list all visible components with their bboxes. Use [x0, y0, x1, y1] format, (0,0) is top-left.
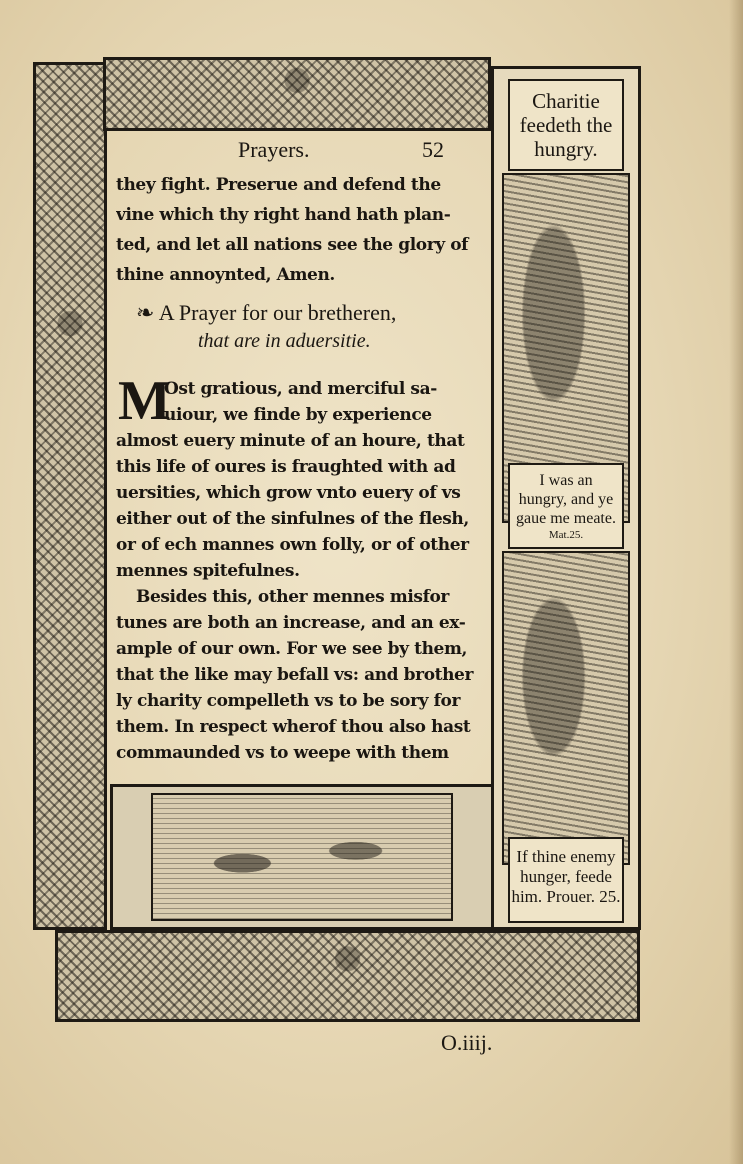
text-line: uiour, we finde by experience	[164, 405, 432, 425]
prayer-subheading: that are in aduersitie.	[198, 330, 371, 352]
running-title: Prayers.	[238, 137, 310, 162]
text-line: vine which thy right hand hath plan-	[116, 205, 451, 225]
text-line: either out of the sinfulnes of the flesh,	[116, 509, 469, 529]
caption-gave-meat: I was an hungry, and ye gaue me meate. Mat.25.	[508, 463, 624, 549]
woodcut-serving-food	[502, 551, 630, 865]
text-line: mennes spitefulnes.	[116, 561, 300, 581]
top-ornamental-border	[103, 57, 491, 131]
running-header	[112, 137, 488, 171]
feeding-scene-illustration	[151, 793, 453, 921]
fleuron-icon: ❧	[136, 300, 159, 325]
signature-mark: O.iiij.	[441, 1030, 493, 1055]
text-line: uersities, which grow vnto euery of vs	[116, 483, 461, 503]
text-line: ted, and let all nations see the glory of	[116, 235, 469, 255]
text-line: ample of our own. For we see by them,	[116, 639, 468, 659]
main-text-block	[112, 133, 488, 783]
prayer-heading: ❧ A Prayer for our bretheren,	[136, 300, 397, 325]
right-sidebar	[491, 66, 641, 930]
text-line: this life of oures is fraughted with ad	[116, 457, 456, 477]
text-line: thine annoynted, Amen.	[116, 265, 335, 285]
page-number: 52	[422, 137, 444, 162]
text-line: Ost gratious, and merciful sa-	[164, 379, 437, 399]
page-edge-shadow	[729, 0, 743, 1164]
bottom-woodcut-panel	[110, 784, 494, 930]
text-line: or of ech mannes own folly, or of other	[116, 535, 469, 555]
drop-cap: M	[118, 370, 171, 432]
text-line: tunes are both an increase, and an ex-	[116, 613, 466, 633]
left-ornamental-border	[33, 62, 107, 930]
text-line: Besides this, other mennes misfor	[136, 587, 449, 607]
scripture-reference: Mat.25.	[548, 529, 584, 541]
caption-charity: Charitie feedeth the hungry.	[508, 79, 624, 171]
caption-feed-enemy: If thine enemy hunger, feede him. Prouer. 25.	[508, 837, 624, 923]
text-line: ly charity compelleth vs to be sory for	[116, 691, 461, 711]
text-line: almost euery minute of an houre, that	[116, 431, 465, 451]
base-ornamental-border	[55, 930, 640, 1022]
text-line: they fight. Preserue and defend the	[116, 175, 441, 195]
text-line: them. In respect wherof thou also hast	[116, 717, 471, 737]
text-line: commaunded vs to weepe with them	[116, 743, 449, 763]
text-line: that the like may befall vs: and brother	[116, 665, 474, 685]
